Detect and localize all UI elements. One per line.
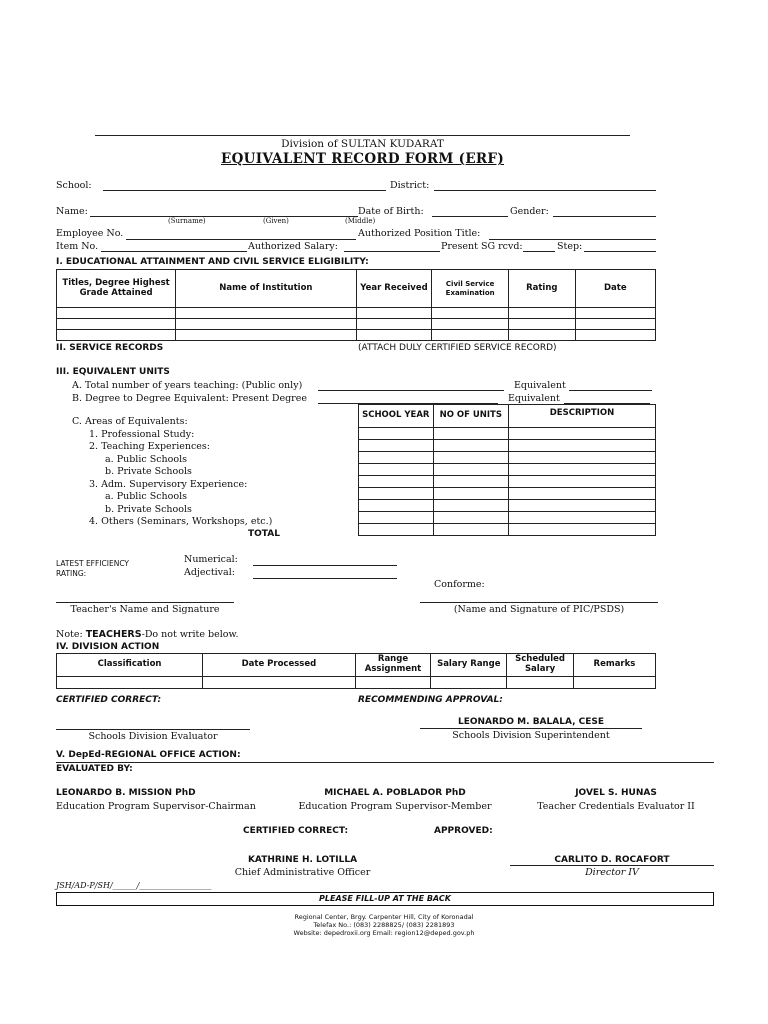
section5-heading: V. DepEd-REGIONAL OFFICE ACTION: (56, 750, 241, 760)
col-date: Date (575, 270, 655, 308)
service-record-note: (ATTACH DULY CERTIFIED SERVICE RECORD) (358, 343, 557, 353)
signatory-title: Education Program Supervisor-Member (298, 801, 492, 812)
signatory-name: KATHRINE H. LOTILLA (247, 855, 358, 865)
signatory-name: CARLITO D. ROCAFORT (554, 855, 670, 865)
reference-code: JSH/AD-P/SH/______/__________________ (56, 881, 212, 890)
area-item: a. Public Schools (105, 454, 188, 465)
table-row (359, 440, 656, 452)
superintendent-signature-line[interactable] (420, 728, 642, 729)
col-scheduled-salary: Scheduled Salary (507, 654, 574, 677)
degree-equiv-label: Equivalent (508, 393, 560, 404)
col-school-year: SCHOOL YEAR (359, 405, 434, 428)
teacher-signature-label: Teacher's Name and Signature (70, 604, 220, 615)
col-rating: Rating (508, 270, 575, 308)
table-row (359, 452, 656, 464)
area-item: 4. Others (Seminars, Workshops, etc.) (89, 516, 273, 527)
certified-correct-label-2: CERTIFIED CORRECT: (243, 826, 349, 836)
table-row (359, 428, 656, 440)
present-sg-label: Present SG rcvd: (441, 241, 523, 252)
table-row (57, 319, 656, 330)
superintendent-title: Schools Division Superintendent (452, 730, 610, 741)
evaluator-title: Schools Division Evaluator (88, 731, 218, 742)
header-rule (95, 135, 630, 136)
authorized-position-label: Authorized Position Title: (358, 228, 481, 239)
present-sg-field[interactable] (523, 251, 555, 252)
footer-address: Regional Center, Brgy. Carpenter Hill, City of Koronadal (294, 913, 474, 921)
table-row (359, 488, 656, 500)
footer-website: Website: depedroxii.org Email: region12@deped.gov.ph (293, 929, 475, 937)
name-field[interactable] (90, 216, 358, 217)
employee-no-label: Employee No. (56, 228, 124, 239)
section5-rule (56, 762, 714, 763)
table-row (359, 512, 656, 524)
signatory-title: Director IV (585, 867, 639, 878)
signatory-title: Education Program Supervisor-Chairman (56, 801, 256, 812)
col-no-of-units: NO OF UNITS (433, 405, 508, 428)
note-bold: TEACHERS (85, 629, 142, 640)
table-row (57, 330, 656, 341)
school-label: School: (56, 180, 92, 191)
col-classification: Classification (57, 654, 203, 677)
numerical-field[interactable] (253, 565, 397, 566)
years-teaching-label: A. Total number of years teaching: (Public only) (72, 380, 303, 391)
footer-telefax: Telefax No.: (083) 2288825/ (083) 2281893 (313, 921, 455, 929)
numerical-label: Numerical: (184, 554, 238, 565)
signatory-name: MICHAEL A. POBLADOR PhD (324, 788, 466, 798)
gender-field[interactable] (553, 216, 656, 217)
note-suffix: -Do not write below. (141, 629, 239, 640)
section1-heading: I. EDUCATIONAL ATTAINMENT AND CIVIL SERVICE ELIGIBILITY: (56, 257, 369, 267)
area-item: 2. Teaching Experiences: (89, 441, 210, 452)
given-hint: (Given) (263, 217, 289, 225)
step-label: Step: (557, 241, 583, 252)
education-table (56, 269, 656, 341)
certified-correct-label: CERTIFIED CORRECT: (56, 695, 162, 705)
signatory-title: Teacher Credentials Evaluator II (537, 801, 695, 812)
efficiency-label: LATEST EFFICIENCY RATING: (56, 559, 130, 578)
dob-label: Date of Birth: (358, 206, 424, 217)
total-label: TOTAL (248, 529, 280, 539)
adjectival-label: Adjectival: (184, 567, 235, 578)
evaluator-signature-line[interactable] (56, 729, 250, 730)
conforme-label: Conforme: (434, 579, 485, 590)
approved-label: APPROVED: (434, 826, 493, 836)
area-item: 3. Adm. Supervisory Experience: (89, 479, 248, 490)
table-row (359, 476, 656, 488)
name-label: Name: (56, 206, 88, 217)
back-note-box: PLEASE FILL-UP AT THE BACK (56, 892, 714, 906)
gender-label: Gender: (510, 206, 549, 217)
section3-heading: III. EQUIVALENT UNITS (56, 367, 170, 377)
director-signature-line[interactable] (510, 865, 714, 866)
section2-heading: II. SERVICE RECORDS (56, 343, 164, 353)
signatory-title: Chief Administrative Officer (234, 867, 371, 878)
table-row (57, 677, 656, 689)
col-civil-service: Civil Service Examination (432, 270, 509, 308)
surname-hint: (Surname) (168, 217, 206, 225)
employee-no-field[interactable] (126, 239, 356, 240)
step-field[interactable] (584, 251, 656, 252)
area-item: b. Private Schools (105, 504, 192, 515)
equivalents-table (358, 404, 656, 536)
district-field[interactable] (434, 190, 656, 191)
col-range-assignment: Range Assignment (355, 654, 431, 677)
table-row (359, 500, 656, 512)
evaluated-by-label: EVALUATED BY: (56, 764, 133, 774)
teacher-signature-line[interactable] (56, 602, 234, 603)
division-action-table (56, 653, 656, 689)
signatory-name: JOVEL S. HUNAS (575, 788, 657, 798)
authorized-position-field[interactable] (489, 239, 656, 240)
division-name: Division of SULTAN KUDARAT (281, 138, 444, 150)
table-row (359, 524, 656, 536)
col-description: DESCRIPTION (508, 405, 655, 428)
teachers-note (56, 629, 239, 640)
years-teaching-equiv-label: Equivalent (514, 380, 566, 391)
pic-signature-label: (Name and Signature of PIC/PSDS) (453, 604, 625, 615)
col-date-processed: Date Processed (203, 654, 356, 677)
recommending-approval-label: RECOMMENDING APPROVAL: (358, 695, 503, 705)
area-item: b. Private Schools (105, 466, 192, 477)
area-item: 1. Professional Study: (89, 429, 195, 440)
col-salary-range: Salary Range (431, 654, 507, 677)
degree-equivalent-label: B. Degree to Degree Equivalent: Present Degree (72, 393, 307, 404)
district-label: District: (390, 180, 430, 191)
col-year-received: Year Received (356, 270, 432, 308)
note-prefix: Note: (56, 629, 86, 640)
superintendent-name: LEONARDO M. BALALA, CESE (457, 717, 605, 727)
school-field[interactable] (103, 190, 386, 191)
years-teaching-equiv-field[interactable] (569, 390, 652, 391)
authorized-salary-label: Authorized Salary: (248, 241, 338, 252)
item-no-field[interactable] (101, 251, 247, 252)
authorized-salary-field[interactable] (344, 251, 440, 252)
signatory-name: LEONARDO B. MISSION PhD (56, 788, 196, 798)
col-institution: Name of Institution (176, 270, 357, 308)
area-item: a. Public Schools (105, 491, 188, 502)
table-row (359, 464, 656, 476)
middle-hint: (Middle) (345, 217, 376, 225)
areas-heading: C. Areas of Equivalents: (72, 416, 188, 427)
col-remarks: Remarks (573, 654, 655, 677)
section4-heading: IV. DIVISION ACTION (56, 642, 160, 652)
form-title: EQUIVALENT RECORD FORM (ERF) (220, 151, 505, 167)
table-row (57, 308, 656, 319)
dob-field[interactable] (432, 216, 508, 217)
pic-signature-line[interactable] (420, 602, 658, 603)
item-no-label: Item No. (56, 241, 99, 252)
years-teaching-field[interactable] (318, 390, 504, 391)
adjectival-field[interactable] (253, 578, 397, 579)
col-titles-degree: Titles, Degree Highest Grade Attained (57, 270, 176, 308)
